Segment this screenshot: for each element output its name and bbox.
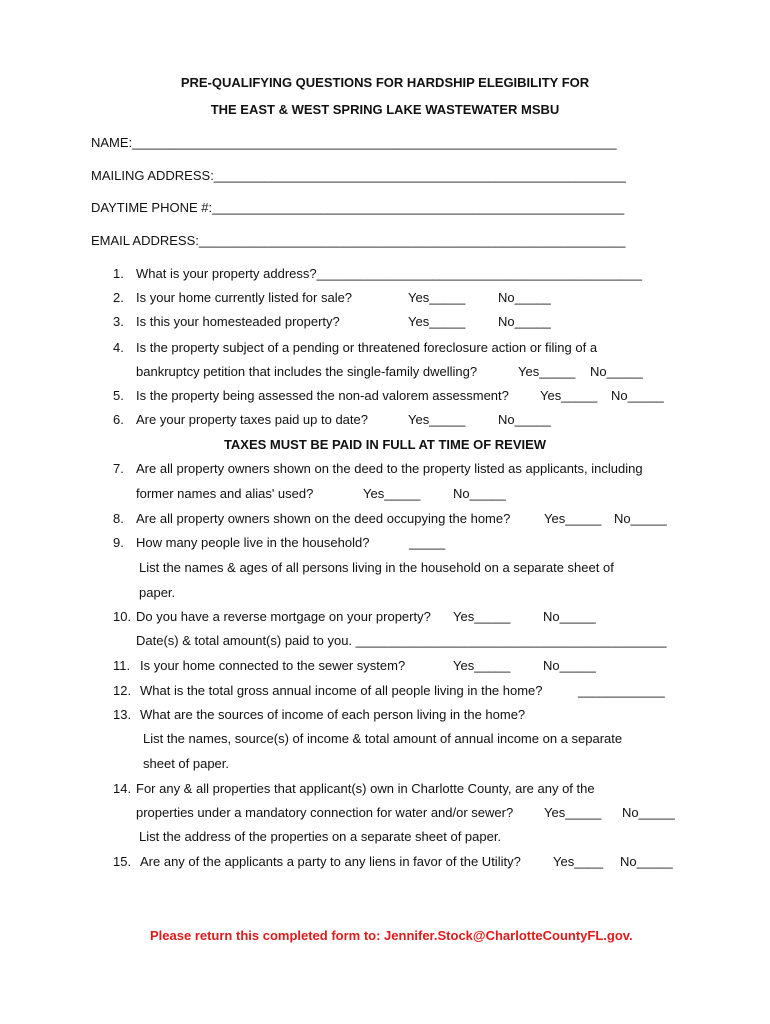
question-4-text-cont: bankruptcy petition that includes the single-family dwelling? [136,364,478,379]
question-14-yes[interactable]: Yes_____ [544,805,602,820]
question-13-text: What are the sources of income of each person living in the home? [140,707,526,722]
question-4-no[interactable]: No_____ [590,364,643,379]
question-14-no[interactable]: No_____ [622,805,675,820]
question-8-yes[interactable]: Yes_____ [544,511,602,526]
question-3-yes[interactable]: Yes_____ [408,314,466,329]
question-13-note-cont: sheet of paper. [143,756,230,771]
question-number: 4. [113,340,124,355]
question-12-blank[interactable]: ____________ [578,683,665,698]
email-address-field[interactable]: EMAIL ADDRESS:___________________________________________________________ [91,233,626,248]
question-7-yes[interactable]: Yes_____ [363,486,421,501]
question-number: 13. [113,707,132,722]
mailing-address-field[interactable]: MAILING ADDRESS:_________________________________________________________ [91,168,626,183]
question-number: 2. [113,290,124,305]
question-number: 3. [113,314,124,329]
question-6-no[interactable]: No_____ [498,412,551,427]
question-15-no[interactable]: No_____ [620,854,673,869]
question-11-no[interactable]: No_____ [543,658,596,673]
form-title-line2: THE EAST & WEST SPRING LAKE WASTEWATER MSBU [210,102,560,117]
form-title-line1: PRE-QUALIFYING QUESTIONS FOR HARDSHIP ELEGIBILITY FOR [180,75,590,90]
question-1-text[interactable]: What is your property address?_____________________________________________ [136,266,642,281]
question-7-text: Are all property owners shown on the deed to the property listed as applicants, including [136,461,643,476]
question-11-text: Is your home connected to the sewer system? [140,658,406,673]
question-6-text: Are your property taxes paid up to date? [136,412,368,427]
question-6-yes[interactable]: Yes_____ [408,412,466,427]
question-number: 7. [113,461,124,476]
question-8-text: Are all property owners shown on the deed occupying the home? [136,511,511,526]
question-9-blank[interactable]: _____ [409,535,446,550]
question-5-no[interactable]: No_____ [611,388,664,403]
question-11-yes[interactable]: Yes_____ [453,658,511,673]
question-10-yes[interactable]: Yes_____ [453,609,511,624]
taxes-notice: TAXES MUST BE PAID IN FULL AT TIME OF REVIEW [223,437,547,452]
question-9-text: How many people live in the household? [136,535,370,550]
question-7-no[interactable]: No_____ [453,486,506,501]
question-2-no[interactable]: No_____ [498,290,551,305]
question-number: 12. [113,683,132,698]
question-number: 6. [113,412,124,427]
question-14-text: For any & all properties that applicant(s) own in Charlotte County, are any of the [136,781,595,796]
question-15-text: Are any of the applicants a party to any liens in favor of the Utility? [140,854,521,869]
question-4-yes[interactable]: Yes_____ [518,364,576,379]
question-number: 9. [113,535,124,550]
question-12-text: What is the total gross annual income of all people living in the home? [140,683,543,698]
question-8-no[interactable]: No_____ [614,511,667,526]
question-2-text: Is your home currently listed for sale? [136,290,353,305]
question-7-text-cont: former names and alias' used? [136,486,314,501]
question-14-text-cont: properties under a mandatory connection for water and/or sewer? [136,805,514,820]
question-number: 15. [113,854,132,869]
return-instructions: Please return this completed form to: Jennifer.Stock@CharlotteCountyFL.gov. [150,928,633,943]
question-3-text: Is this your homesteaded property? [136,314,340,329]
question-10-text: Do you have a reverse mortgage on your property? [136,609,431,624]
question-5-yes[interactable]: Yes_____ [540,388,598,403]
daytime-phone-field[interactable]: DAYTIME PHONE #:_________________________________________________________ [91,200,625,215]
question-14-note: List the address of the properties on a separate sheet of paper. [139,829,502,844]
question-2-yes[interactable]: Yes_____ [408,290,466,305]
question-10-amounts-field[interactable]: Date(s) & total amount(s) paid to you. ___________________________________________ [136,633,667,648]
question-number: 14. [113,781,132,796]
question-10-no[interactable]: No_____ [543,609,596,624]
question-number: 11. [113,658,131,673]
question-4-text: Is the property subject of a pending or threatened foreclosure action or filing of a [136,340,598,355]
question-5-text: Is the property being assessed the non-ad valorem assessment? [136,388,509,403]
question-number: 1. [113,266,124,281]
question-number: 10. [113,609,132,624]
question-number: 8. [113,511,124,526]
question-3-no[interactable]: No_____ [498,314,551,329]
question-9-note: List the names & ages of all persons living in the household on a separate sheet of [139,560,614,575]
name-field[interactable]: NAME:___________________________________________________________________ [91,135,617,150]
question-9-note-cont: paper. [139,585,176,600]
question-15-yes[interactable]: Yes____ [553,854,604,869]
question-number: 5. [113,388,124,403]
question-13-note: List the names, source(s) of income & total amount of annual income on a separate [143,731,623,746]
